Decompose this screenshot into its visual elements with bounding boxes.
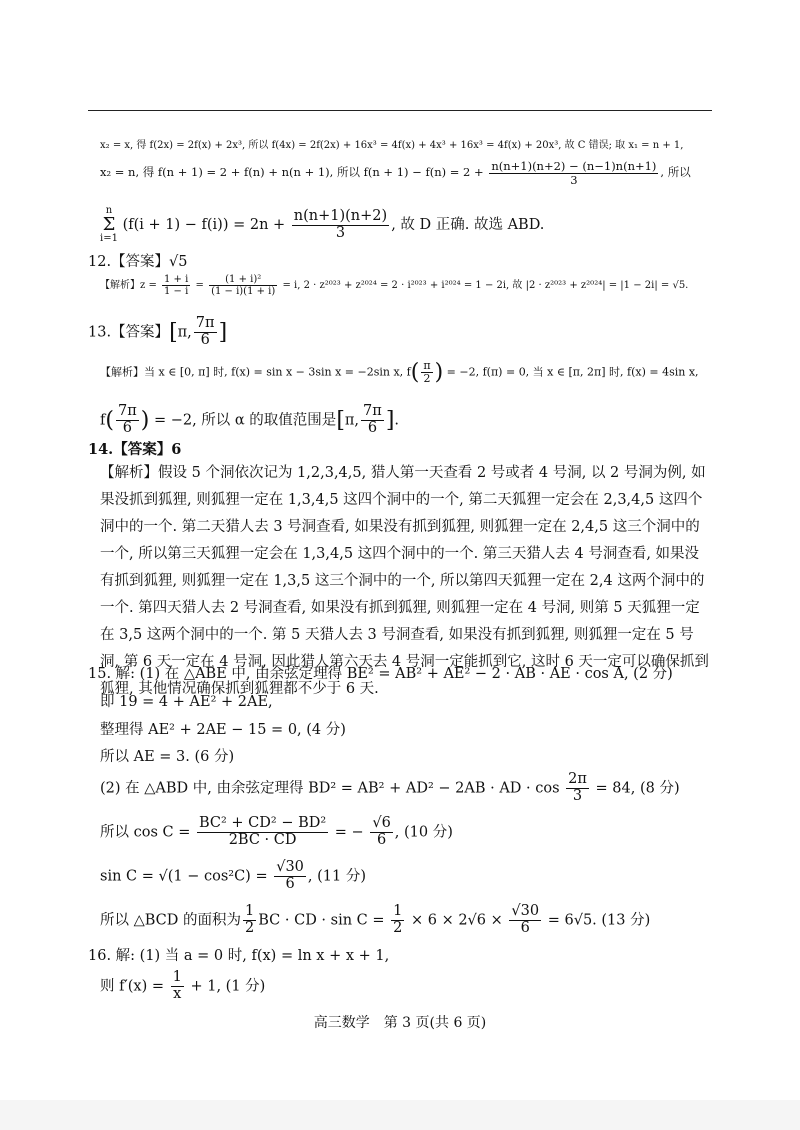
text-segment: = <box>195 280 204 291</box>
numerator: 1 + i <box>164 274 189 285</box>
text-segment: = 84, (8 分) <box>595 780 680 797</box>
denominator: 1 − i <box>164 286 189 297</box>
denominator: 2BC · CD <box>228 831 297 848</box>
fraction <box>391 904 404 937</box>
text-segment: 则 f′(x) = <box>100 978 165 995</box>
q13-analysis-line-2 <box>100 404 399 437</box>
text-segment: . <box>394 412 400 429</box>
sigma-icon: Σ <box>102 214 116 235</box>
text-segment: = 6√5. (13 分) <box>547 912 651 929</box>
sum-lower: i=1 <box>100 233 118 244</box>
text-segment: f <box>100 412 106 429</box>
q15-line-5 <box>100 772 680 805</box>
fraction <box>566 772 589 805</box>
denominator: 6 <box>520 919 530 936</box>
numerator: √6 <box>372 815 391 831</box>
q15-line-6 <box>100 816 453 849</box>
summation-symbol <box>100 206 118 244</box>
q15-line-1: 15. 解: (1) 在 △ABE 中, 由余弦定理得 BE² = AB² + AE² − 2 · AB · AE · cos A, (2 分) <box>88 666 673 682</box>
denominator: 6 <box>200 331 210 348</box>
paren-left: ( <box>105 407 114 433</box>
numerator: BC² + CD² − BD² <box>198 815 327 831</box>
q15-line-8 <box>100 904 650 937</box>
denominator: 6 <box>367 419 378 436</box>
numerator: 1 <box>393 903 403 919</box>
q13-analysis-line-1 <box>100 360 699 385</box>
numerator: √30 <box>276 859 304 875</box>
numerator: (1 + i)² <box>209 274 277 286</box>
text-segment: = −2, f(π) = 0, 当 x ∈ [π, 2π] 时, f(x) = 4sin x, <box>446 365 699 379</box>
numerator: 1 <box>245 903 255 919</box>
sum-upper: n <box>105 205 113 216</box>
text-segment: , (11 分) <box>307 868 366 885</box>
header-rule <box>88 110 712 111</box>
text-segment: 13.【答案】 <box>88 324 170 341</box>
fraction <box>421 360 432 385</box>
page-footer: 高三数学 第 3 页(共 6 页) <box>313 1015 487 1031</box>
text-segment: (f(i + 1) − f(i)) = 2n + <box>122 217 286 233</box>
numerator: n(n+1)(n+2) − (n−1)n(n+1) <box>491 159 657 173</box>
text-segment: 【解析】z = <box>100 280 157 291</box>
text-segment: , 故 D 正确. 故选 ABD. <box>391 217 545 233</box>
denominator: 3 <box>572 787 583 804</box>
text-segment: π, <box>344 412 360 429</box>
denominator: 6 <box>285 875 295 892</box>
continuation-line-2 <box>100 160 691 186</box>
denominator: 2 <box>393 919 403 936</box>
fraction <box>361 404 384 437</box>
text-segment: = −2, 所以 α 的取值范围是 <box>153 412 337 429</box>
text-segment: sin C = √(1 − cos²C) = <box>100 868 268 885</box>
paren-left: ( <box>410 360 420 386</box>
q12-analysis <box>100 274 688 297</box>
fraction <box>209 274 277 297</box>
text-segment: 所以 △BCD 的面积为 <box>100 912 242 929</box>
numerator: π <box>423 359 431 372</box>
denominator: (1 − i)(1 + i) <box>211 286 276 297</box>
denominator: 3 <box>570 172 578 187</box>
q13-answer <box>88 316 227 349</box>
text-segment: BC · CD · sin C = <box>258 912 385 929</box>
fraction <box>116 404 139 437</box>
text-segment: (2) 在 △ABD 中, 由余弦定理得 BD² = AB² + AD² − 2AB · AD · cos <box>100 780 560 797</box>
bracket-left: [ <box>336 407 345 433</box>
text-segment: × 6 × 2√6 × <box>410 912 503 929</box>
fraction <box>370 816 392 849</box>
numerator: √30 <box>511 903 540 919</box>
fraction <box>171 970 184 1003</box>
text-segment: = − <box>334 824 364 841</box>
fraction <box>274 860 306 893</box>
fraction <box>197 816 328 849</box>
q16-line-2 <box>100 970 265 1003</box>
numerator: 7π <box>117 403 137 419</box>
fraction <box>194 316 217 349</box>
bracket-right: ] <box>218 319 228 345</box>
q15-line-7 <box>100 860 366 893</box>
denominator: 3 <box>335 224 346 241</box>
text-segment: , 所以 <box>660 165 691 180</box>
q15-line-3: 整理得 AE² + 2AE − 15 = 0, (4 分) <box>100 722 346 738</box>
fraction <box>489 160 658 186</box>
q14-analysis: 【解析】假设 5 个洞依次记为 1,2,3,4,5, 猎人第一天查看 2 号或者 4 号洞, 以 2 号洞为例, 如果没抓到狐狸, 则狐狸一定在 1,3,4,5 这四个洞中的一个, 第二天狐狸一定会在 2,3,4,5 这四个洞中的一个. 第二天猎人去 3 号洞查看, 如果没有抓到狐狸, 则狐狸一定在 2,4,5 这三个洞中的一个, 所以第三天狐狸一定会在 1,3,4,5 这四个洞中的一个. 第三天猎人去 4 号洞查看, 如果没有抓到狐狸, 则狐狸一定在 1,3,5 这三个洞中的一个, 所以第四天狐狸一定在 2,4 这两个洞中的一个. 第四天猎人去 2 号洞查看, 如果没有抓到狐狸, 则狐狸一定在 4 号洞, 则第 5 天狐狸一定在 3,5 这两个洞中的一个. 第 5 天猎人去 3 号洞查看, 如果没有抓到狐狸, 则狐狸一定在 5 号洞, 第 6 天一定在 4 号洞, 因此猎人第六天去 4 号洞一定能抓到它, 这时 6 天一定可以确保抓到狐狸, 其他情况确保抓到狐狸都不少于 6 天. <box>100 465 709 697</box>
text-segment: x₂ = n, 得 f(n + 1) = 2 + f(n) + n(n + 1), 所以 f(n + 1) − f(n) = 2 + <box>100 165 484 180</box>
numerator: 7π <box>363 403 382 419</box>
fraction <box>509 904 541 937</box>
q15-line-4: 所以 AE = 3. (6 分) <box>100 749 235 765</box>
text-segment: + 1, (1 分) <box>190 978 266 995</box>
denominator: 6 <box>122 419 132 436</box>
q16-line-1: 16. 解: (1) 当 a = 0 时, f(x) = ln x + x + 1, <box>88 948 390 964</box>
text-segment: 【解析】当 x ∈ [0, π] 时, f(x) = sin x − 3sin x = −2sin x, f <box>100 365 411 379</box>
denominator: 2 <box>423 372 431 386</box>
bracket-left: [ <box>169 319 178 345</box>
continuation-line-3 <box>100 206 544 244</box>
text-segment: , (10 分) <box>394 824 453 841</box>
numerator: 2π <box>568 771 587 787</box>
denominator: 6 <box>376 831 387 848</box>
q14-answer: 14.【答案】6 <box>88 441 182 458</box>
bracket-right: ] <box>385 407 395 433</box>
fraction <box>243 904 256 937</box>
denominator: 2 <box>245 919 255 936</box>
q12-answer: 12.【答案】√5 <box>88 254 188 270</box>
text-segment: = i, 2 · z²⁰²³ + z²⁰²⁴ = 2 · i²⁰²³ + i²⁰²⁴ = 1 − 2i, 故 |2 · z²⁰²³ + z²⁰²⁴| = |1 − 2i| = √5. <box>282 280 689 291</box>
text-segment: π, <box>177 324 192 341</box>
fraction <box>162 274 190 297</box>
continuation-line-1: x₂ = x, 得 f(2x) = 2f(x) + 2x³, 所以 f(4x) = 2f(2x) + 16x³ = 4f(x) + 4x³ + 16x³ = 4f(x) + 20x³, 故 C 错误; 取 x₁ = n + 1, <box>100 140 684 151</box>
text-segment: 所以 cos C = <box>100 824 191 841</box>
paren-right: ) <box>434 360 444 386</box>
numerator: n(n+1)(n+2) <box>293 207 388 224</box>
denominator: x <box>173 985 182 1002</box>
numerator: 1 <box>172 969 182 985</box>
q15-line-2: 即 19 = 4 + AE² + 2AE, <box>100 694 273 710</box>
fraction <box>292 209 389 242</box>
numerator: 7π <box>195 315 215 331</box>
paren-right: ) <box>140 407 150 433</box>
bottom-margin <box>0 1100 800 1130</box>
